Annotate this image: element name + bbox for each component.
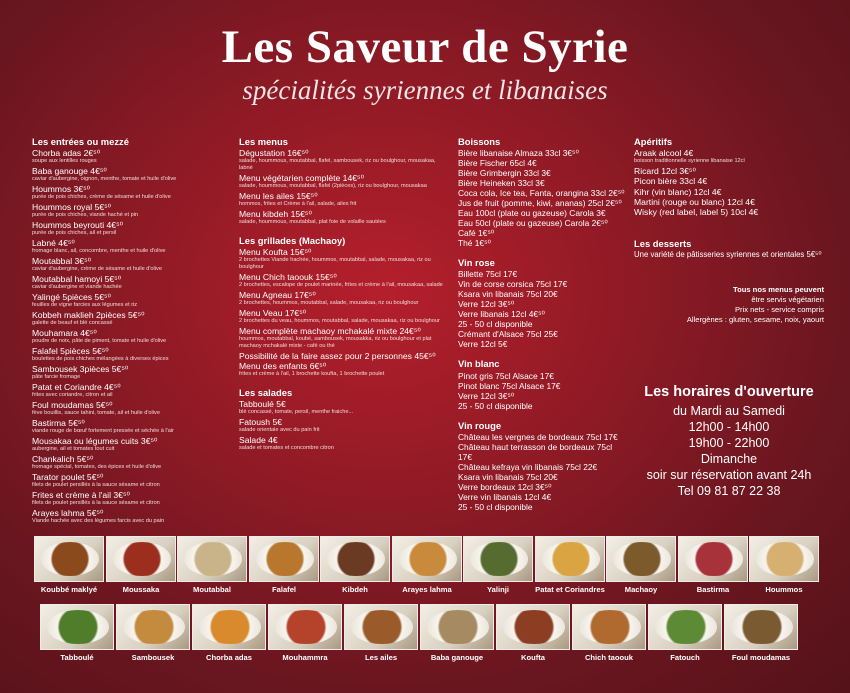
- menu-item: Wisky (red label, label 5) 10cl 4€: [634, 207, 759, 218]
- section-title-desserts: Les desserts: [634, 238, 692, 250]
- menu-item: Tabboulé 5€: [239, 399, 286, 410]
- dish-photo: [34, 536, 104, 582]
- sunday-label: Dimanche: [700, 452, 758, 466]
- dish-plate: [655, 610, 717, 644]
- menu-item-description: 2 brochettes, hoummos, moutabbal, salade, mousakaa, riz ou boulghour: [239, 300, 419, 307]
- menu-item: Menu Chich taoouk 15€⁵⁰: [239, 272, 337, 282]
- dish-caption: Arayes lahma: [402, 585, 452, 594]
- menu-item: Menu kibdeh 15€⁵⁰: [239, 209, 312, 219]
- menu-item: Yalingé 5pièces 5€⁵⁰: [32, 292, 111, 303]
- menu-item-description: pâte farcie fromage: [32, 374, 81, 381]
- section-title-boissons: Boissons: [458, 136, 501, 147]
- dish-plate: [503, 610, 565, 644]
- menu-item: Moutabbal 3€⁵⁰: [32, 256, 92, 267]
- dish-photo: [177, 536, 247, 582]
- drink-item: Eau 100cl (plate ou gazeuse) Carola 3€: [458, 208, 606, 219]
- lunch-hours: 12h00 - 14h00: [688, 420, 770, 434]
- menu-item-description: caviar d'aubergine et viande hachée: [32, 284, 122, 291]
- menu-item: Labné 4€⁵⁰: [32, 238, 75, 249]
- opening-days: du Mardi au Samedi: [673, 404, 785, 418]
- desserts-text: Une variété de pâtisseries syriennes et orientales 5€⁵⁰: [634, 250, 822, 260]
- drink-item: Verre 12cl 3€⁵⁰: [458, 390, 515, 401]
- dish-caption: Koufta: [520, 653, 546, 662]
- menu-item: Patat et Coriandre 4€⁵⁰: [32, 382, 121, 393]
- menu-item: Mousakaa ou légumes cuits 3€⁵⁰: [32, 436, 158, 447]
- drink-item: Pinot blanc 75cl Alsace 17€: [458, 380, 561, 391]
- menu-item: Baba ganouge 4€⁵⁰: [32, 166, 107, 177]
- dish-photo: [268, 604, 342, 650]
- menu-item-description: boisson traditionnelle syrienne libanaise 12cl: [634, 158, 745, 165]
- drink-item: Verre libanais 12cl 4€⁵⁰: [458, 309, 545, 320]
- menu-item-description: soupe aux lentilles rouges: [32, 158, 97, 165]
- menu-item: Moutabbal hamoyi 5€⁵⁰: [32, 274, 122, 285]
- menu-item-description: boulettes de pois chiches mélangées à diverses épices: [32, 356, 169, 363]
- dish-caption: Mouhammra: [282, 653, 328, 662]
- dish-caption: Yalinji: [487, 585, 509, 594]
- menu-item-description: salade, hoummous, moutabbal, plat foie de volaille sautées: [239, 219, 386, 226]
- vegetarian-title: Tous nos menus peuvent: [733, 284, 824, 294]
- dish-photo: [106, 536, 176, 582]
- drink-item: Eau 50cl (plate ou gazeuse) Carola 2€⁵⁰: [458, 218, 608, 229]
- menu-item-description: purée de pois chiches, viande haché et pin: [32, 212, 139, 219]
- entrees-list: [32, 148, 232, 525]
- dish-photo: [648, 604, 722, 650]
- dish-plate: [685, 542, 743, 576]
- dish-plate: [184, 542, 242, 576]
- menu-item-description: salade, hoummous, moutabbal, flafel, sambousek, riz ou boulghour, mousakaa, labné: [239, 158, 436, 172]
- sunday-note: soir sur réservation avant 24h: [646, 468, 812, 482]
- menu-item-description: frites avec coriandre, citron et ail: [32, 392, 113, 399]
- drink-item: 25 - 50 cl disponible: [458, 319, 533, 330]
- section-title-vin-blanc: Vin blanc: [458, 358, 500, 370]
- phone-number: Tel 09 81 87 22 38: [677, 484, 781, 498]
- section-title-salades: Les salades: [239, 387, 293, 398]
- menu-item: Falafel 5pièces 5€⁵⁰: [32, 346, 109, 357]
- dish-caption: Hoummos: [765, 585, 803, 594]
- menu-item: Bastirma 5€⁵⁰: [32, 418, 85, 429]
- dish-caption: Sambousek: [131, 653, 175, 662]
- drink-item: Verre vin libanais 12cl 4€: [458, 491, 552, 502]
- vegetarian-line: être servis végétarien: [751, 294, 824, 304]
- drink-item: Château haut terrasson de bordeaux 75cl 17€: [458, 441, 613, 462]
- dish-plate: [542, 542, 600, 576]
- drink-item: Coca cola, Ice tea, Fanta, orangina 33cl 2€⁵⁰: [458, 188, 625, 199]
- menu-item-description: fève bouillis, sauce tahini, tomate, ail et huile d'olive: [32, 410, 160, 417]
- menu-item: Chankalich 5€⁵⁰: [32, 454, 94, 465]
- menu-item: Menu des enfants 6€⁵⁰: [239, 361, 327, 371]
- drink-item: 25 - 50 cl disponible: [458, 400, 533, 411]
- dish-caption: Machaoy: [624, 585, 658, 594]
- vegetarian-note: [634, 285, 824, 325]
- dish-photo: [496, 604, 570, 650]
- dish-plate: [399, 542, 457, 576]
- menu-item-description: salade et tomates et concombre citron: [239, 445, 334, 452]
- menu-item-description: poudre de noix, pâte de piment, tomate et huile d'olive: [32, 338, 167, 345]
- menu-item-description: filets de poulet persillés à la sauce sésame et citron: [32, 500, 160, 507]
- dish-photo: [749, 536, 819, 582]
- drink-item: 25 - 50 cl disponible: [458, 501, 533, 512]
- dish-plate: [275, 610, 337, 644]
- column-menus: [239, 137, 444, 453]
- aperitifs-list: [634, 148, 824, 217]
- section-title-entrees: Les entrées ou mezzé: [32, 136, 129, 147]
- drink-item: Billette 75cl 17€: [458, 269, 518, 280]
- dish-photo: [606, 536, 676, 582]
- dish-caption: Baba ganouge: [430, 653, 484, 662]
- section-title-aperitifs: Apéritifs: [634, 136, 673, 147]
- menu-item: Arayes lahma 5€⁵⁰: [32, 508, 104, 519]
- drink-item: Château les vergnes de bordeaux 75cl 17€: [458, 431, 618, 442]
- dish-caption: Chorba adas: [206, 653, 252, 662]
- menu-item-description: fromage blanc, ail, concombre, menthe et huile d'olive: [32, 248, 166, 255]
- menu-item: Salade 4€: [239, 435, 278, 446]
- menu-item-description: caviar d'aubergine, oignon, menthe, tomate et huile d'olive: [32, 176, 177, 183]
- dish-photo: [572, 604, 646, 650]
- menu-item: Chorba adas 2€⁵⁰: [32, 148, 101, 159]
- opening-hours-title: Les horaires d'ouverture: [644, 384, 814, 400]
- dish-plate: [579, 610, 641, 644]
- menu-item-description: blé concassé, tomate, persil, menthe fraiche...: [239, 409, 354, 416]
- dish-plate: [731, 610, 793, 644]
- drink-item: Bière Fischer 65cl 4€: [458, 158, 537, 169]
- salades-list: [239, 399, 444, 452]
- menu-item-description: viande rouge de bœuf fortement pressée et séchée à l'air: [32, 428, 174, 435]
- dish-plate: [47, 610, 109, 644]
- vin-rose-list: [458, 269, 628, 349]
- dish-caption: Foul moudamas: [731, 653, 791, 662]
- menu-item: Mouhamara 4€⁵⁰: [32, 328, 97, 339]
- dish-plate: [351, 610, 413, 644]
- dish-plate: [427, 610, 489, 644]
- menu-item: Picon bière 33cl 4€: [634, 176, 708, 187]
- photo-gallery-row-1: [0, 536, 850, 594]
- dish-plate: [123, 610, 185, 644]
- menu-item: Frites et crème à l'ail 3€⁵⁰: [32, 490, 130, 501]
- drink-item: Vin de corse corsica 75cl 17€: [458, 279, 568, 290]
- menu-item: Hoummos beyrouti 4€⁵⁰: [32, 220, 124, 231]
- drink-item: Château kefraya vin libanais 75cl 22€: [458, 461, 598, 472]
- menu-item-description: purée de pois chiches, ail et persil: [32, 230, 117, 237]
- menu-item-description: 2 brochettes Viande hachée, hoummos, moutabbal, salade, mousakaa, riz ou boulghour: [239, 257, 431, 271]
- section-title-grillades: Les grillades (Machaoy): [239, 235, 346, 246]
- drink-item: Verre 12cl 5€: [458, 339, 508, 350]
- menu-item-description: hommos, frites et Crème à l'ail, salade, ailes frit: [239, 201, 357, 208]
- drink-item: Bière Grimbergin 33cl 3€: [458, 168, 551, 179]
- vin-blanc-list: [458, 371, 628, 411]
- menu-item: Kihr (vin blanc) 12cl 4€: [634, 186, 722, 197]
- menu-item: Fatoush 5€: [239, 417, 282, 428]
- menu-item: Dégustation 16€⁵⁰: [239, 148, 309, 159]
- dish-plate: [199, 610, 261, 644]
- opening-hours: [634, 384, 824, 499]
- menu-item: Menu végétarien complète 14€⁵⁰: [239, 173, 365, 183]
- restaurant-subtitle: spécialités syriennes et libanaises: [242, 75, 608, 105]
- dish-photo: [678, 536, 748, 582]
- menu-item-description: frites et crème à l'ail, 1 brochette koufta, 1 brochette poulet: [239, 371, 385, 378]
- dish-caption: Fatouch: [670, 653, 700, 662]
- menu-item-description: feuilles de vigne farcies aux légumes et riz: [32, 302, 138, 309]
- menu-item: Foul moudamas 5€⁵⁰: [32, 400, 113, 411]
- menu-item-description: Viande hachée avec des légumes farcis avec du pain: [32, 518, 165, 525]
- dish-caption: Moussaka: [122, 585, 160, 594]
- allergens-note: Allergènes : gluten, sesame, noix, yaourt: [686, 314, 824, 324]
- restaurant-title: Les Saveur de Syrie: [221, 21, 629, 73]
- dish-plate: [613, 542, 671, 576]
- menu-item: Hoummos royal 5€⁵⁰: [32, 202, 112, 213]
- column-aperitifs: [634, 137, 824, 325]
- menu-item: Menu les ailes 15€⁵⁰: [239, 191, 318, 201]
- menu-item-description: 2 brochettes du veau, hoummos, moutabbal, salade, mousakaa, riz ou boulghour: [239, 318, 440, 325]
- grillades-list: [239, 247, 444, 378]
- dish-plate: [756, 542, 814, 576]
- dish-photo: [40, 604, 114, 650]
- dish-photo: [724, 604, 798, 650]
- vin-rouge-list: [458, 432, 628, 512]
- dish-caption: Moutabbal: [193, 585, 231, 594]
- dish-photo: [392, 536, 462, 582]
- dish-caption: Patat et Coriandres: [535, 585, 605, 594]
- menus-list: [239, 148, 444, 226]
- dish-photo: [535, 536, 605, 582]
- dish-plate: [470, 542, 528, 576]
- menu-item: Martini (rouge ou blanc) 12cl 4€: [634, 196, 755, 207]
- drink-item: Bière Heineken 33cl 3€: [458, 178, 545, 189]
- menu-item-description: filets de poulet persillés à la sauce sésame et citron: [32, 482, 160, 489]
- dinner-hours: 19h00 - 22h00: [688, 436, 770, 450]
- dish-plate: [113, 542, 171, 576]
- section-title-vin-rose: Vin rose: [458, 257, 495, 269]
- dish-photo: [116, 604, 190, 650]
- dish-caption: Kibdeh: [342, 585, 368, 594]
- menu-item: Ricard 12cl 3€⁵⁰: [634, 166, 696, 177]
- drink-item: Verre bordeaux 12cl 3€⁵⁰: [458, 481, 552, 492]
- menu-item-description: purée de pois chiches, crème de sésame et huile d'olive: [32, 194, 171, 201]
- drink-item: Ksara vin libanais 75cl 20€: [458, 289, 558, 300]
- menu-item: Menu complète machaoy mchakalé mixte 24€⁵⁰: [239, 326, 421, 336]
- menu-item: Araak alcool 4€: [634, 148, 694, 159]
- menu-item-description: 2 brochettes, escalope de poulet marinée, frites et crème à l'ail, mousakaa, salade: [239, 282, 443, 289]
- dish-photo: [420, 604, 494, 650]
- dish-photo: [463, 536, 533, 582]
- menu-item: Menu Veau 17€⁵⁰: [239, 308, 307, 318]
- dish-caption: Tabboulé: [60, 653, 94, 662]
- menu-item-description: salade orientale avec du pain frit: [239, 427, 320, 434]
- dish-caption: Les ailes: [364, 653, 398, 662]
- dish-plate: [256, 542, 314, 576]
- drink-item: Jus de fruit (pomme, kiwi, ananas) 25cl 2€⁵⁰: [458, 198, 622, 209]
- dish-caption: Chich taoouk: [584, 653, 634, 662]
- boissons-list: [458, 148, 628, 248]
- menu-item: Possibilité de la faire assez pour 2 personnes 45€⁵⁰: [239, 350, 436, 361]
- column-entrees: [32, 137, 232, 526]
- menu-item-description: hoummos, moutabbal, koubé, sambousek, mousakka, riz ou boulghour et plat machaoy mchakalé mixte - café ou thé: [239, 336, 432, 349]
- dish-plate: [41, 542, 99, 576]
- menu-item-description: salade, hoummous, moutabbal, flafel (2pièces), riz ou boulghour, mousakaa: [239, 183, 427, 190]
- dish-caption: Bastirma: [696, 585, 730, 594]
- drink-item: Verre 12cl 3€⁵⁰: [458, 299, 515, 310]
- drink-item: Crémant d'Alsace 75cl 25€: [458, 329, 558, 340]
- section-title-menus: Les menus: [239, 136, 288, 147]
- drink-item: Thé 1€⁵⁰: [458, 238, 491, 249]
- menu-item-description: galette de beauf et blé concassé: [32, 320, 113, 327]
- photo-gallery-row-2: [0, 604, 850, 662]
- drink-item: Bière libanaise Almaza 33cl 3€⁵⁰: [458, 148, 579, 159]
- dish-plate: [327, 542, 385, 576]
- menu-item-description: fromage spécial, tomates, des épices et huile d'olive: [32, 464, 162, 471]
- drink-item: Pinot gris 75cl Alsace 17€: [458, 370, 554, 381]
- price-note: Prix nets - service compris: [734, 304, 824, 314]
- section-title-vin-rouge: Vin rouge: [458, 419, 502, 431]
- menu-item: Sambousek 3pièces 5€⁵⁰: [32, 364, 129, 375]
- menu-item: Menu Agneau 17€⁵⁰: [239, 290, 316, 300]
- menu-item-description: caviar d'aubergine, crème de sésame et huile d'olive: [32, 266, 162, 273]
- dish-photo: [192, 604, 266, 650]
- menu-item: Tarator poulet 5€⁵⁰: [32, 472, 104, 483]
- column-boissons: [458, 137, 628, 512]
- dish-photo: [249, 536, 319, 582]
- menu-item-description: aubergine, ail et tomates tout cuit: [32, 446, 115, 453]
- dish-caption: Falafel: [271, 585, 297, 594]
- menu-item: Hoummos 3€⁵⁰: [32, 184, 91, 195]
- drink-item: Café 1€⁵⁰: [458, 228, 495, 239]
- menu-item: Kobbeh maklieh 2pièces 5€⁵⁰: [32, 310, 145, 321]
- dish-photo: [344, 604, 418, 650]
- dish-caption: Koubbé maklyé: [40, 585, 98, 594]
- dish-photo: [320, 536, 390, 582]
- drink-item: Ksara vin libanais 75cl 20€: [458, 471, 558, 482]
- menu-item: Menu Koufta 15€⁵⁰: [239, 247, 312, 258]
